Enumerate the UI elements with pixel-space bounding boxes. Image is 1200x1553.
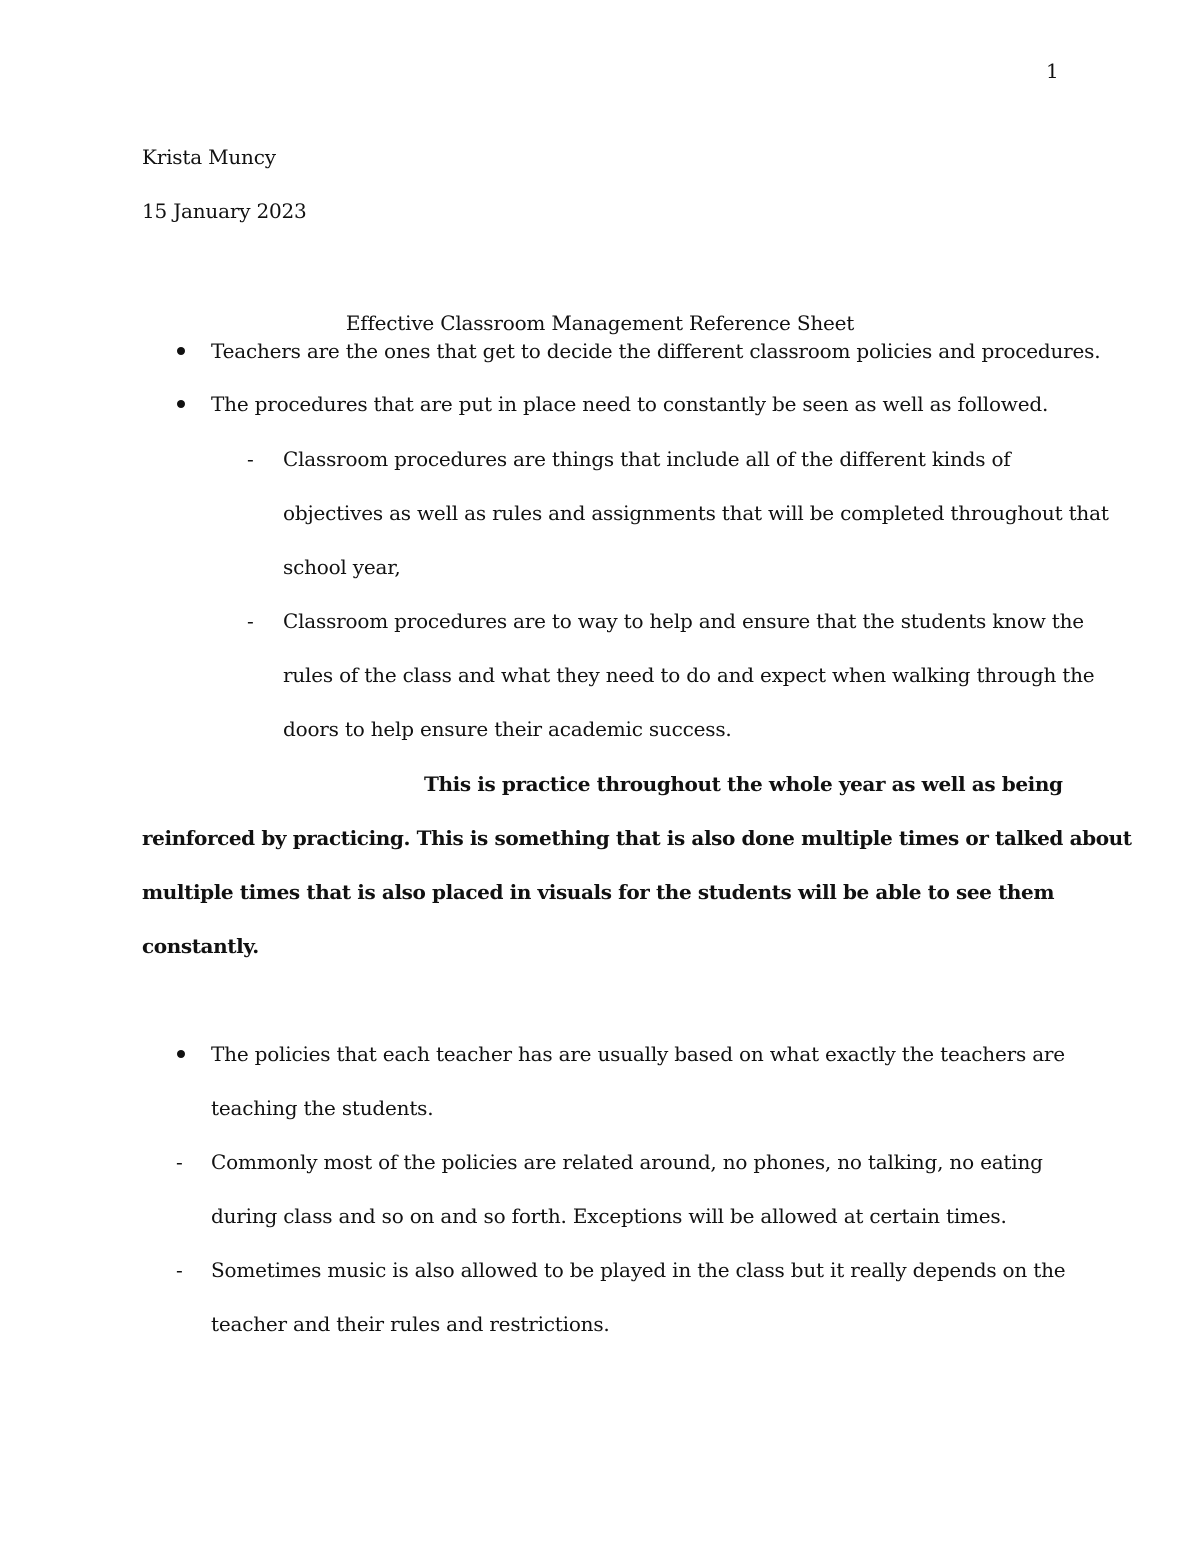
bold-paragraph-line: constantly. xyxy=(142,934,259,958)
dash-marker: - xyxy=(176,1258,183,1282)
sub-list-line: Classroom procedures are to way to help and ensure that the students know the xyxy=(283,609,1084,633)
page-number: 1 xyxy=(1046,59,1059,83)
list-item: Teachers are the ones that get to decide the different classroom policies and procedures. xyxy=(211,339,1101,363)
bold-paragraph-line: multiple times that is also placed in visuals for the students will be able to see them xyxy=(142,880,1055,904)
document-date: 15 January 2023 xyxy=(142,199,307,223)
sub-list-line: teacher and their rules and restrictions. xyxy=(211,1312,610,1336)
sub-list-line: Classroom procedures are things that include all of the different kinds of xyxy=(283,447,1011,471)
list-item: The policies that each teacher has are usually based on what exactly the teachers are xyxy=(211,1042,1065,1066)
bullet-marker xyxy=(177,347,185,355)
dash-marker: - xyxy=(176,1150,183,1174)
sub-list-line: Commonly most of the policies are related around, no phones, no talking, no eating xyxy=(211,1150,1043,1174)
document-title: Effective Classroom Management Reference Sheet xyxy=(345,311,855,335)
sub-list-line: objectives as well as rules and assignments that will be completed throughout that xyxy=(283,501,1109,525)
sub-list-line: school year, xyxy=(283,555,401,579)
bullet-marker xyxy=(177,400,185,408)
sub-list-line: Sometimes music is also allowed to be played in the class but it really depends on the xyxy=(211,1258,1066,1282)
dash-marker: - xyxy=(247,609,254,633)
bold-paragraph-line: This is practice throughout the whole year as well as being xyxy=(424,772,1063,796)
sub-list-line: rules of the class and what they need to do and expect when walking through the xyxy=(283,663,1095,687)
bold-paragraph-line: reinforced by practicing. This is something that is also done multiple times or talked about xyxy=(142,826,1132,850)
bullet-marker xyxy=(177,1050,185,1058)
sub-list-line: doors to help ensure their academic success. xyxy=(283,717,732,741)
list-item: teaching the students. xyxy=(211,1096,434,1120)
author-name: Krista Muncy xyxy=(142,145,276,169)
sub-list-line: during class and so on and so forth. Exceptions will be allowed at certain times. xyxy=(211,1204,1007,1228)
list-item: The procedures that are put in place need to constantly be seen as well as followed. xyxy=(211,392,1049,416)
dash-marker: - xyxy=(247,447,254,471)
